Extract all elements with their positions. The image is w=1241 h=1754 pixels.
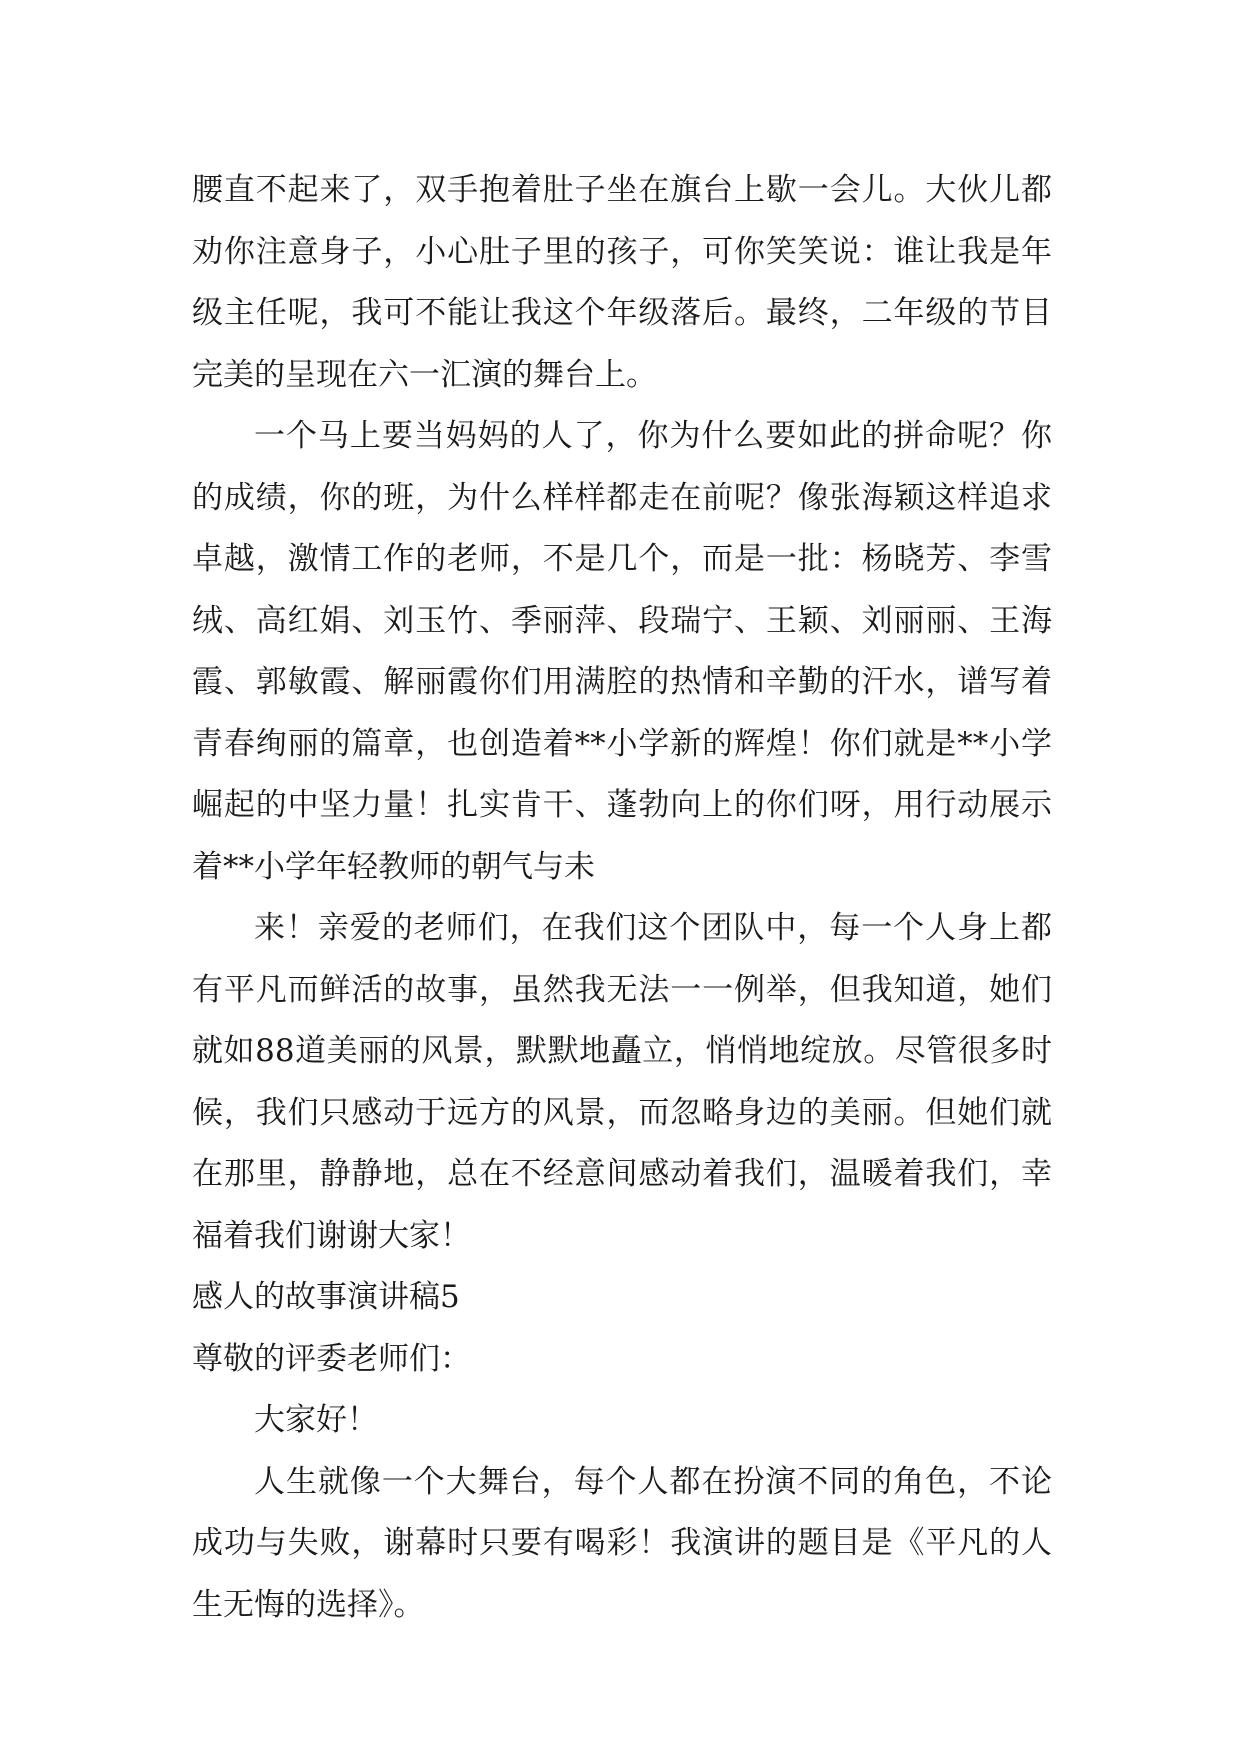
- paragraph-closing: 来！亲爱的老师们，在我们这个团队中，每一个人身上都有平凡而鲜活的故事，虽然我无法一一例举，但我知道，她们就如88道美丽的风景，默默地矗立，悄悄地绽放。尽管很多时候，我们只感动于远方的风景，而忽略身边的美丽。但她们就在那里，静静地，总在不经意间感动着我们，温暖着我们，幸福着我们谢谢大家！: [192, 910, 1052, 1254]
- document-body: [192, 160, 1052, 1636]
- greeting: 大家好！: [254, 1402, 378, 1438]
- section-heading: 感人的故事演讲稿5: [192, 1279, 460, 1315]
- paragraph-teachers: 一个马上要当妈妈的人了，你为什么要如此的拼命呢？你的成绩，你的班，为什么样样都走在前呢？像张海颖这样追求卓越，激情工作的老师，不是几个，而是一批：杨晓芳、李雪绒、高红娟、刘玉竹、季丽萍、段瑞宁、王颖、刘丽丽、王海霞、郭敏霞、解丽霞你们用满腔的热情和辛勤的汗水，谱写着青春绚丽的篇章，也创造着**小学新的辉煌！你们就是**小学崛起的中坚力量！扎实肯干、蓬勃向上的你们呀，用行动展示着**小学年轻教师的朝气与未: [192, 418, 1052, 885]
- paragraph-intro: 人生就像一个大舞台，每个人都在扮演不同的角色，不论成功与失败，谢幕时只要有喝彩！我演讲的题目是《平凡的人生无悔的选择》。: [192, 1463, 1052, 1623]
- paragraph-continuation: 腰直不起来了，双手抱着肚子坐在旗台上歇一会儿。大伙儿都劝你注意身子，小心肚子里的孩子，可你笑笑说：谁让我是年级主任呢，我可不能让我这个年级落后。最终，二年级的节目完美的呈现在六一汇演的舞台上。: [192, 172, 1052, 393]
- salutation: 尊敬的评委老师们：: [192, 1340, 471, 1377]
